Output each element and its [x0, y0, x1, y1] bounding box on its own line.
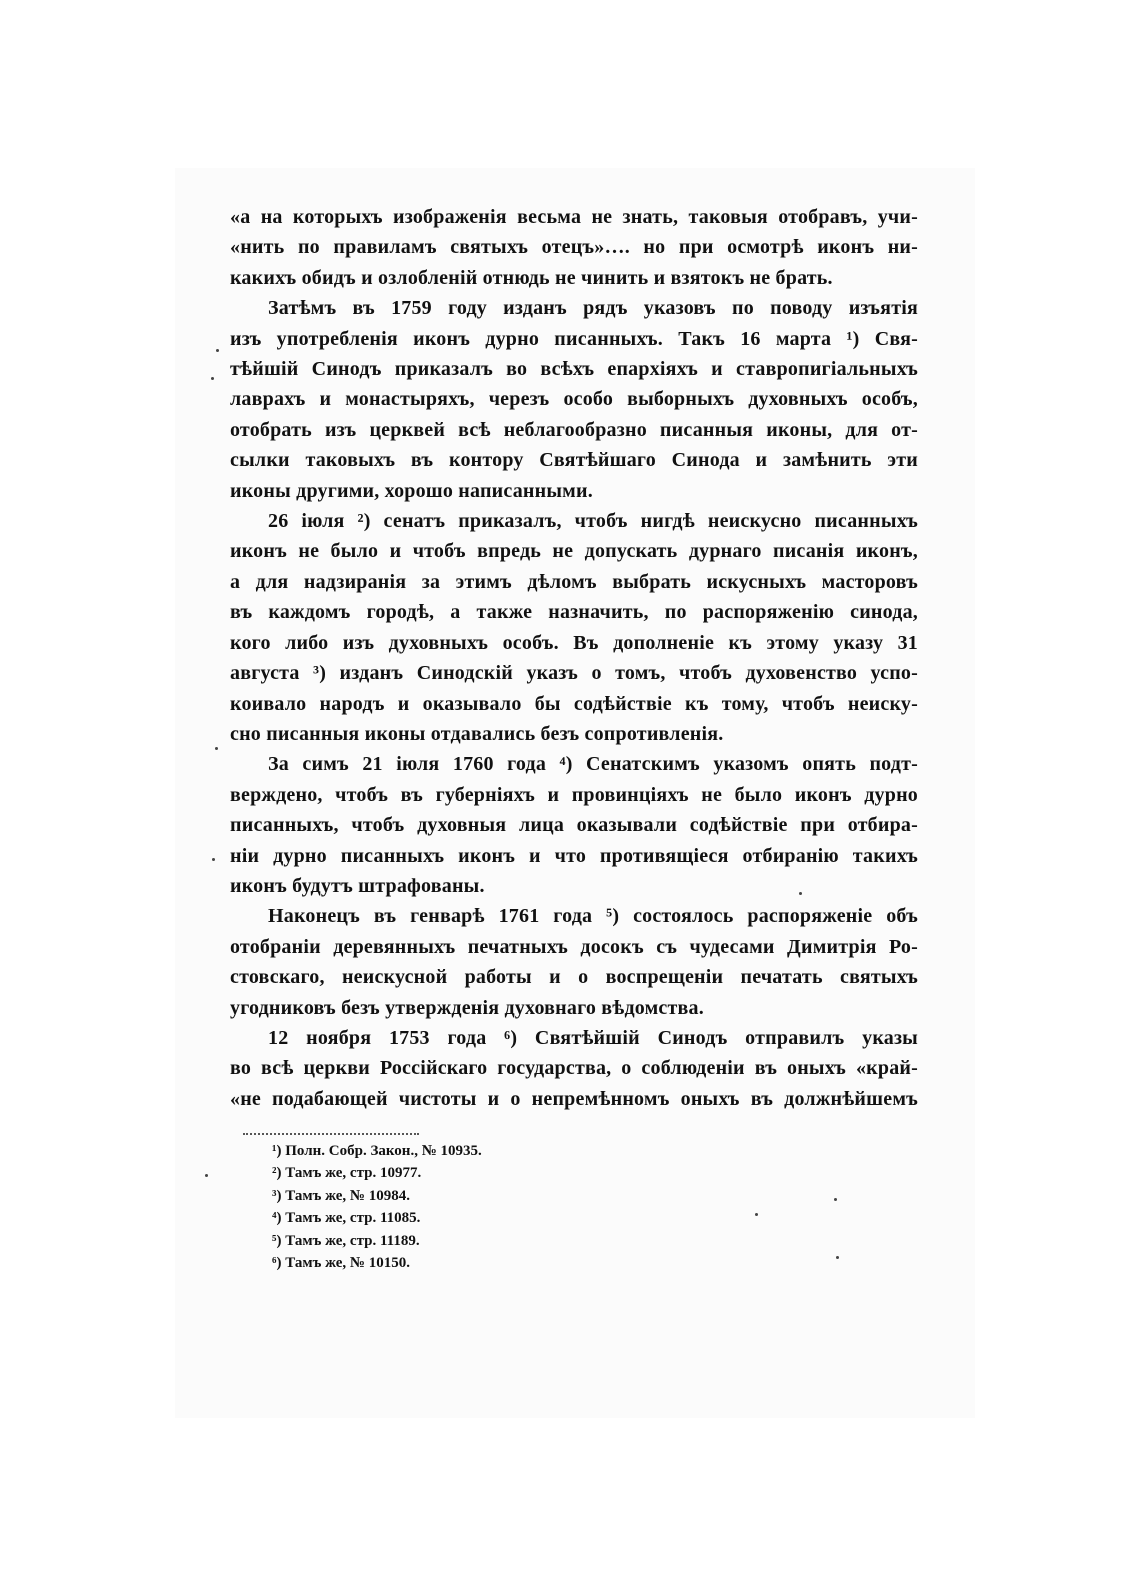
scan-speck: [216, 349, 219, 352]
paragraph: [230, 293, 918, 506]
text-line: Наконецъ въ генварѣ 1761 года ⁵) состоялось распоряженіе объ: [268, 905, 918, 928]
footnote-divider: [243, 1133, 419, 1135]
footnote: ²) Тамъ же, стр. 10977.: [272, 1165, 422, 1182]
scan-speck: [205, 1174, 208, 1177]
text-line: «не подабающей чистоты и о непремѣнномъ оныхъ въ должнѣйшемъ: [230, 1087, 918, 1110]
scan-speck: [755, 1213, 758, 1216]
text-line: во всѣ церкви Россійскаго государства, о соблюденіи въ оныхъ «край-: [230, 1057, 918, 1080]
scan-speck: [215, 747, 218, 750]
text-line: 12 ноября 1753 года ⁶) Святѣйшій Синодъ отправилъ указы: [268, 1026, 918, 1049]
footnote: ⁶) Тамъ же, № 10150.: [272, 1255, 410, 1272]
text-line: 26 іюля ²) сенатъ приказалъ, чтобъ нигдѣ неискусно писанныхъ: [268, 510, 918, 533]
paragraph: [230, 1023, 918, 1114]
text-line: сно писанныя иконы отдавались безъ сопротивленія.: [230, 722, 724, 745]
text-line: кого либо изъ духовныхъ особъ. Въ дополненіе къ этому указу 31: [230, 631, 918, 654]
footnote: ³) Тамъ же, № 10984.: [272, 1187, 410, 1204]
text-line: отобрать изъ церквей всѣ неблагообразно писанныя иконы, для от-: [230, 418, 918, 441]
text-line: а для надзиранія за этимъ дѣломъ выбрать искусныхъ масторовъ: [230, 570, 918, 593]
text-line: отобраніи деревянныхъ печатныхъ досокъ съ чудесами Димитрія Ро-: [230, 935, 918, 958]
text-line: иконы другими, хорошо написанными.: [230, 479, 593, 502]
scan-speck: [211, 377, 214, 380]
page-body: [230, 202, 918, 1114]
text-line: ніи дурно писанныхъ иконъ и что противящіеся отбиранію такихъ: [230, 844, 918, 867]
text-line: стовскаго, неискусной работы и о воспрещеніи печатать святыхъ: [230, 966, 918, 989]
footnote: ⁵) Тамъ же, стр. 11189.: [272, 1232, 420, 1249]
text-line: За симъ 21 іюля 1760 года ⁴) Сенатскимъ указомъ опять подт-: [268, 753, 918, 776]
text-line: угодниковъ безъ утвержденія духовнаго вѣдомства.: [230, 996, 704, 1019]
text-line: коивало народъ и оказывало бы содѣйствіе къ тому, чтобъ неиску-: [230, 692, 918, 715]
text-line: Затѣмъ въ 1759 году изданъ рядъ указовъ по поводу изъятія: [268, 297, 918, 320]
paragraph: [230, 202, 918, 293]
paragraph: [230, 749, 918, 901]
text-line: «а на которыхъ изображенія весьма не знать, таковыя отобравъ, учи-: [230, 206, 918, 228]
text-line: иконъ не было и чтобъ впредь не допускать дурнаго писанія иконъ,: [230, 540, 918, 563]
text-line: верждено, чтобъ въ губерніяхъ и провинціяхъ не было иконъ дурно: [230, 783, 918, 806]
text-line: какихъ обидъ и озлобленій отнюдь не чинить и взятокъ не брать.: [230, 266, 833, 289]
scan-speck: [834, 1198, 837, 1201]
footnote: ¹) Полн. Собр. Закон., № 10935.: [272, 1143, 482, 1159]
scan-speck: [212, 858, 215, 861]
text-line: въ каждомъ городѣ, а также назначить, по распоряженію синода,: [230, 601, 918, 624]
text-line: «нить по правиламъ святыхъ отецъ»…. но при осмотрѣ иконъ ни-: [230, 236, 918, 259]
text-line: лаврахъ и монастыряхъ, черезъ особо выборныхъ духовныхъ особъ,: [230, 388, 918, 411]
text-line: августа ³) изданъ Синодскій указъ о томъ, чтобъ духовенство успо-: [230, 662, 918, 685]
scan-speck: [799, 892, 802, 895]
text-line: иконъ будутъ штрафованы.: [230, 874, 485, 897]
footnote: ⁴) Тамъ же, стр. 11085.: [272, 1210, 421, 1227]
text-line: изъ употребленія иконъ дурно писанныхъ. Такъ 16 марта ¹) Свя-: [230, 327, 918, 350]
scan-speck: [836, 1256, 839, 1259]
text-line: писанныхъ, чтобъ духовныя лица оказывали содѣйствіе при отбира-: [230, 814, 918, 837]
paragraph: [230, 506, 918, 749]
footnotes: [272, 1140, 482, 1274]
text-line: тѣйшій Синодъ приказалъ во всѣхъ епархіяхъ и ставропигіальныхъ: [230, 358, 918, 381]
text-line: сылки таковыхъ въ контору Святѣйшаго Синода и замѣнить эти: [230, 449, 918, 472]
paragraph: [230, 901, 918, 1023]
